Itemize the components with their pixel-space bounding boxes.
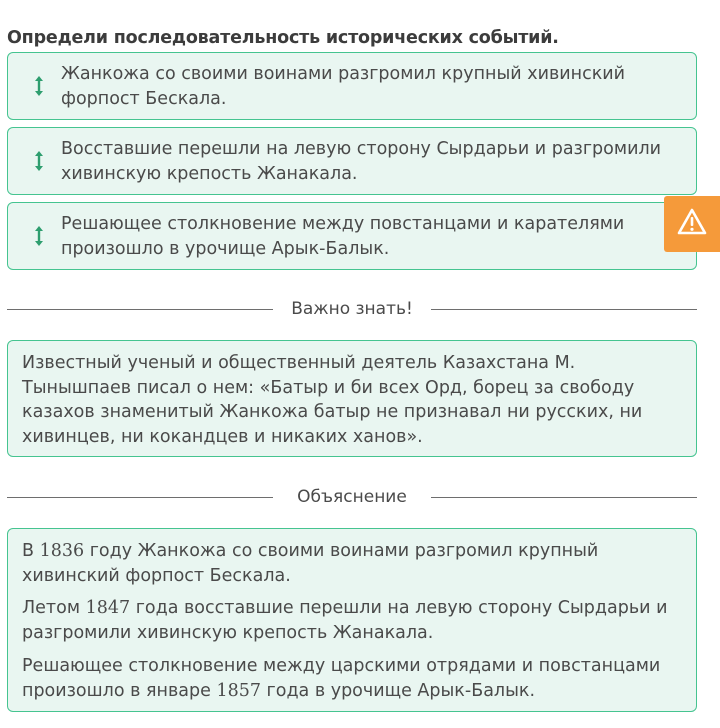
important-note-box	[7, 340, 697, 457]
report-warning-button[interactable]	[664, 196, 720, 252]
drag-handle-icon[interactable]	[34, 225, 44, 247]
sequence-item-2[interactable]	[7, 127, 697, 195]
drag-handle-icon[interactable]	[34, 150, 44, 172]
sequence-item-text: Решающее столкновение между повстанцами и карателями произошло в урочище Арык-Балык.	[61, 214, 625, 259]
drag-handle-icon[interactable]	[34, 75, 44, 97]
sequence-item-3[interactable]	[7, 202, 697, 270]
sequence-item-1[interactable]	[7, 52, 697, 120]
warning-triangle-icon	[677, 208, 707, 240]
explanation-box	[7, 528, 697, 712]
important-divider	[7, 299, 697, 319]
explanation-divider	[7, 487, 697, 507]
sequence-item-text: Жанкожа со своими воинами разгромил крупный хивинский форпост Бескала.	[61, 64, 626, 109]
divider-line	[431, 497, 697, 498]
explanation-paragraph: В 1836 году Жанкожа со своими воинами разгромил крупный хивинский форпост Бескала.	[22, 541, 599, 586]
explanation-paragraph: Летом 1847 года восставшие перешли на левую сторону Сырдарьи и разгромили хивинскую крепость Жанакала.	[22, 598, 668, 643]
question-title: Определи последовательность исторических событий.	[7, 28, 559, 48]
explanation-paragraph: Решающее столкновение между царскими отрядами и повстанцами произошло в январе 1857 года в урочище Арык-Балык.	[22, 656, 661, 701]
sequence-item-text: Восставшие перешли на левую сторону Сырдарьи и разгромили хивинскую крепость Жанакала.	[61, 139, 662, 184]
important-label: Важно знать!	[291, 299, 413, 319]
explanation-label: Объяснение	[297, 487, 407, 507]
important-note-text: Известный ученый и общественный деятель Казахстана М. Тынышпаев писал о нем: «Батыр и би всех Орд, борец за свободу казахов знаменитый Жанкожа батыр не признавал ни русских, ни хивинцев, ни кокандцев и никаких ханов».	[22, 353, 643, 447]
divider-line	[431, 309, 697, 310]
